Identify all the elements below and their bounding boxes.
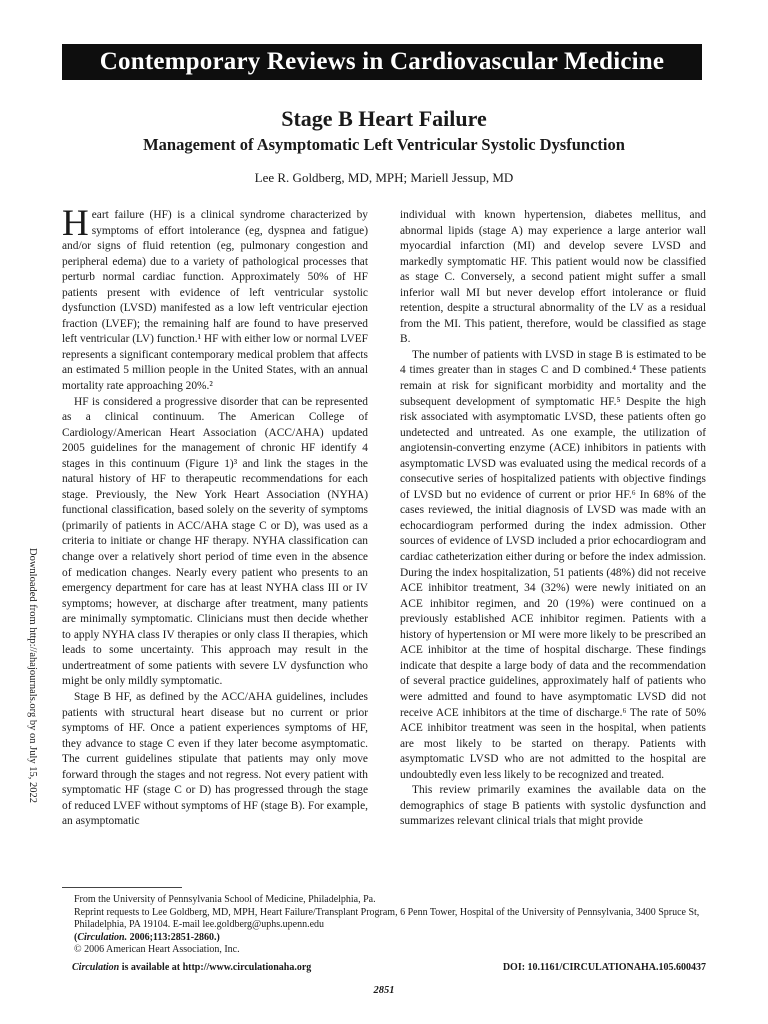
paragraph: The number of patients with LVSD in stage B is estimated to be 4 times greater than in stages C and D combined.⁴ These patients remain at risk for significant morbidity and mortality and the subsequent development of symptomatic HF.⁵ Despite the high risk associated with asymptomatic LVSD, these patients often go undetected and untreated. As one example, the utilization of angiotensin-converting enzyme (ACE) inhibitors in patients with asymptomatic LVSD was evaluated using the medical records of a consecutive series of hospitalized patients with objective findings of LVSD but no evidence of current or prior HF.⁶ In 68% of the cases reviewed, the initial diagnosis of LVSD was made with an echocardiogram performed during the index admission. Other sources of evidence of LVSD included a prior echocardiogram and cardiac catheterization either during or before the index admission. During the index hospitalization, 51 patients (48%) did not receive ACE inhibitor treatment, 34 (32%) were newly initiated on an ACE inhibitor regimen, and 20 (19%) were continued on a previously established ACE inhibitor regimen. Patients with a history of hypertension or MI were more likely to be prescribed an ACE inhibitor at the time of hospital discharge. These findings indicate that despite a large body of data and the recommendation of several practice guidelines, approximately half of patients who were admitted and found to have asymptomatic LVSD did not receive ACE inhibitors at the time of discharge.⁶ The rate of 50% ACE inhibitor treatment was seen in the hospital, when patients are most likely to be started on therapy. Patients with asymptomatic LVSD who are not admitted to the hospital are undoubtedly even less likely to be recognized and treated. (400, 348, 706, 781)
paragraph: HF is considered a progressive disorder that can be represented as a clinical continuum. The American College of Cardiology/American Heart Association (ACC/AHA) updated 2005 guidelines for the management of chronic HF identify 4 stages in this continuum (Figure 1)³ and link the stages in the natural history of HF to therapeutic recommendations for each stage. Previously, the New York Heart Association (NYHA) functional classification, based solely on the severity of symptoms (primarily of patients in ACC/AHA stage C or D), was used as a criteria to initiate or change HF therapy. NYHA classification can change over a relatively short period of time even in the absence of medication changes. Nearly every patient who presents to an emergency department for care has at least NYHA class III or IV symptoms; however, at discharge after treatment, many patients are minimally symptomatic. Clinicians must then decide whether to apply NYHA class IV therapies or only class II therapies, which leads to some uncertainty. This approach may result in the undertreatment of some patients with severe LV dysfunction who might be only mildly symptomatic. (62, 395, 368, 688)
citation-note (62, 932, 706, 945)
body-column-left (62, 208, 368, 868)
article-subtitle: Management of Asymptomatic Left Ventricular Systolic Dysfunction (143, 135, 625, 154)
citation-journal: Circulation. (77, 931, 128, 943)
reprint-note: Reprint requests to Lee Goldberg, MD, MPH, Heart Failure/Transplant Program, 6 Penn Tower, Hospital of the University of Pennsylvania, 3400 Spruce St, Philadelphia, PA 19104. E-mail lee.goldberg@uphs.upenn.edu (74, 906, 700, 931)
article-title: Stage B Heart Failure (281, 106, 487, 131)
copyright-note: © 2006 American Heart Association, Inc. (74, 944, 240, 956)
footer-availability (72, 962, 311, 973)
download-watermark-text: Downloaded from http://ahajournals.org by on July 15, 2022 (27, 548, 38, 803)
article-authors: Lee R. Goldberg, MD, MPH; Mariell Jessup, MD (254, 170, 514, 185)
footnotes (62, 894, 706, 957)
paragraph: Stage B HF, as defined by the ACC/AHA guidelines, includes patients with structural heart disease but no current or prior symptoms of HF. Once a patient experiences symptoms of HF, they advance to stage C even if they later become asymptomatic. The current guidelines stipulate that patients may only move forward through the stages and not regress. Not every patient with symptomatic HF (stage C or D) has progressed through the stage of reduced LVEF without symptoms of HF (stage B). For example, an asymptomatic (62, 690, 368, 828)
body-column-right (400, 208, 706, 868)
footnote-divider (62, 887, 182, 888)
paragraph-text: eart failure (HF) is a clinical syndrome characterized by symptoms of effort intolerance (eg, dyspnea and fatigue) and/or signs of fluid retention (eg, pulmonary congestion and peripheral edema) due to a variety of pathological processes that perturb normal cardiac function. Approximately 50% of HF patients present with evidence of left ventricular systolic dysfunction (LVSD) manifested as a low left ventricular ejection fraction (LVEF); the remaining half are found to have preserved left ventricular (LV) function.¹ HF with either low or normal LVEF represents a significant contemporary medical problem that affects an estimated 5 million people in the United States, with an annual mortality rate approaching 20%.² (62, 209, 368, 393)
paragraph: This review primarily examines the available data on the demographics of stage B patients with systolic dysfunction and summarizes relevant clinical trials that might provide (400, 784, 706, 828)
paragraph: individual with known hypertension, diabetes mellitus, and abnormal lipids (stage A) may experience a large anterior wall myocardial infarction (MI) and develop severe LVSD and markedly symptomatic HF. This patient would now be classified as stage C. Conversely, a second patient might suffer a small inferior wall MI but never develop effort intolerance or fluid retention, despite a structural abnormality of the LV as a residual from the MI. This patient, therefore, would be classified as stage B. (400, 209, 706, 346)
page-number: 2851 (373, 985, 395, 996)
affiliation-note: From the University of Pennsylvania School of Medicine, Philadelphia, Pa. (74, 894, 376, 905)
footer-url[interactable]: is available at http://www.circulationaha.org (119, 962, 312, 973)
citation-details: 2006;113:2851-2860.) (127, 931, 220, 943)
journal-banner: Contemporary Reviews in Cardiovascular Medicine (62, 44, 702, 80)
citation-open: ( (74, 931, 78, 943)
drop-cap: H (62, 208, 89, 244)
paragraph (62, 208, 368, 395)
footer-journal: Circulation (72, 962, 120, 973)
footer (62, 962, 706, 976)
download-watermark (24, 548, 38, 803)
footer-doi: DOI: 10.1161/CIRCULATIONAHA.105.600437 (502, 962, 706, 973)
